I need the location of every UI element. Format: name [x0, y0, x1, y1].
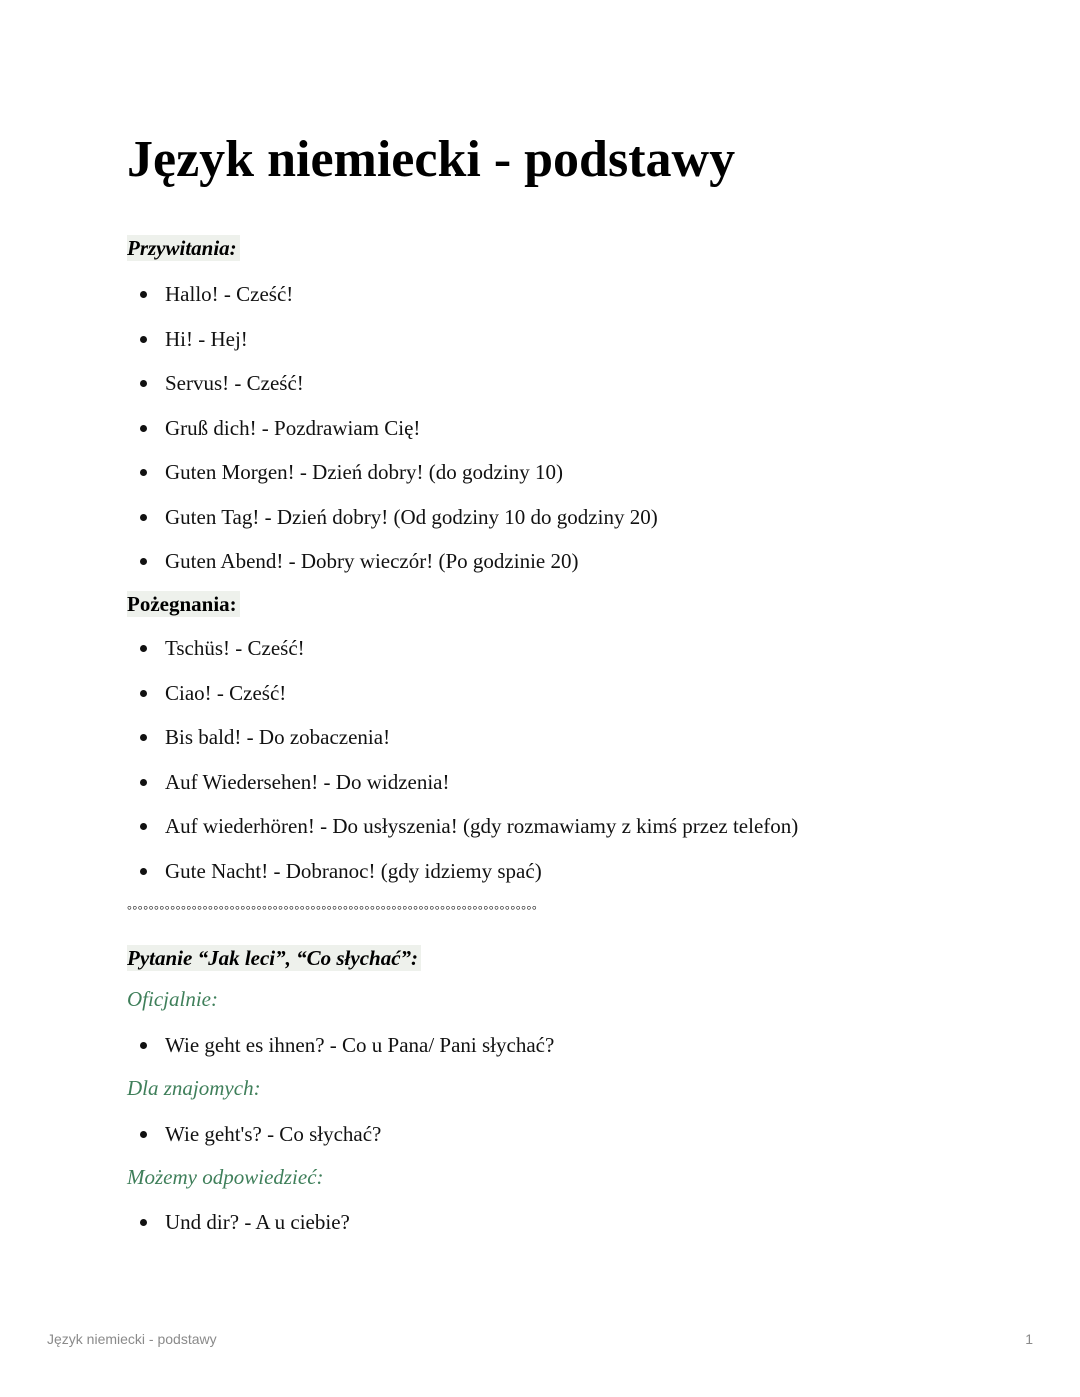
- reply-list: [127, 1209, 350, 1254]
- list-item: Servus! - Cześć!: [127, 370, 658, 396]
- list-item: Ciao! - Cześć!: [127, 680, 798, 706]
- greetings-heading: Przywitania:: [127, 235, 240, 261]
- list-item: Hi! - Hej!: [127, 326, 658, 352]
- list-item: Gruß dich! - Pozdrawiam Cię!: [127, 415, 658, 441]
- list-item: Gute Nacht! - Dobranoc! (gdy idziemy spać): [127, 858, 798, 884]
- footer-doc-title: Język niemiecki - podstawy: [47, 1331, 217, 1347]
- formal-label: Oficjalnie:: [127, 987, 218, 1011]
- list-item: Bis bald! - Do zobaczenia!: [127, 724, 798, 750]
- footer-page-number: 1: [1025, 1331, 1033, 1347]
- reply-label: Możemy odpowiedzieć:: [127, 1165, 324, 1189]
- divider-line: °°°°°°°°°°°°°°°°°°°°°°°°°°°°°°°°°°°°°°°°°°°°°°°°°°°°°°°°°°°°°°°°°°°°°°°°°°°°: [127, 903, 538, 917]
- list-item: Auf wiederhören! - Do usłyszenia! (gdy rozmawiamy z kimś przez telefon): [127, 813, 798, 839]
- list-item: Guten Morgen! - Dzień dobry! (do godziny 10): [127, 459, 658, 485]
- informal-list: [127, 1121, 381, 1166]
- list-item: Wie geht es ihnen? - Co u Pana/ Pani słychać?: [127, 1032, 554, 1058]
- informal-label: Dla znajomych:: [127, 1076, 261, 1100]
- list-item: Guten Tag! - Dzień dobry! (Od godziny 10 do godziny 20): [127, 504, 658, 530]
- how-are-you-heading: Pytanie “Jak leci”, “Co słychać”:: [127, 945, 421, 971]
- list-item: Wie geht's? - Co słychać?: [127, 1121, 381, 1147]
- formal-list: [127, 1032, 554, 1077]
- list-item: Guten Abend! - Dobry wieczór! (Po godzinie 20): [127, 548, 658, 574]
- page-title: Język niemiecki - podstawy: [127, 131, 736, 188]
- list-item: Hallo! - Cześć!: [127, 281, 658, 307]
- list-item: Auf Wiedersehen! - Do widzenia!: [127, 769, 798, 795]
- greetings-list: [127, 281, 658, 593]
- farewells-heading: Pożegnania:: [127, 591, 240, 617]
- list-item: Tschüs! - Cześć!: [127, 635, 798, 661]
- farewells-list: [127, 635, 798, 902]
- list-item: Und dir? - A u ciebie?: [127, 1209, 350, 1235]
